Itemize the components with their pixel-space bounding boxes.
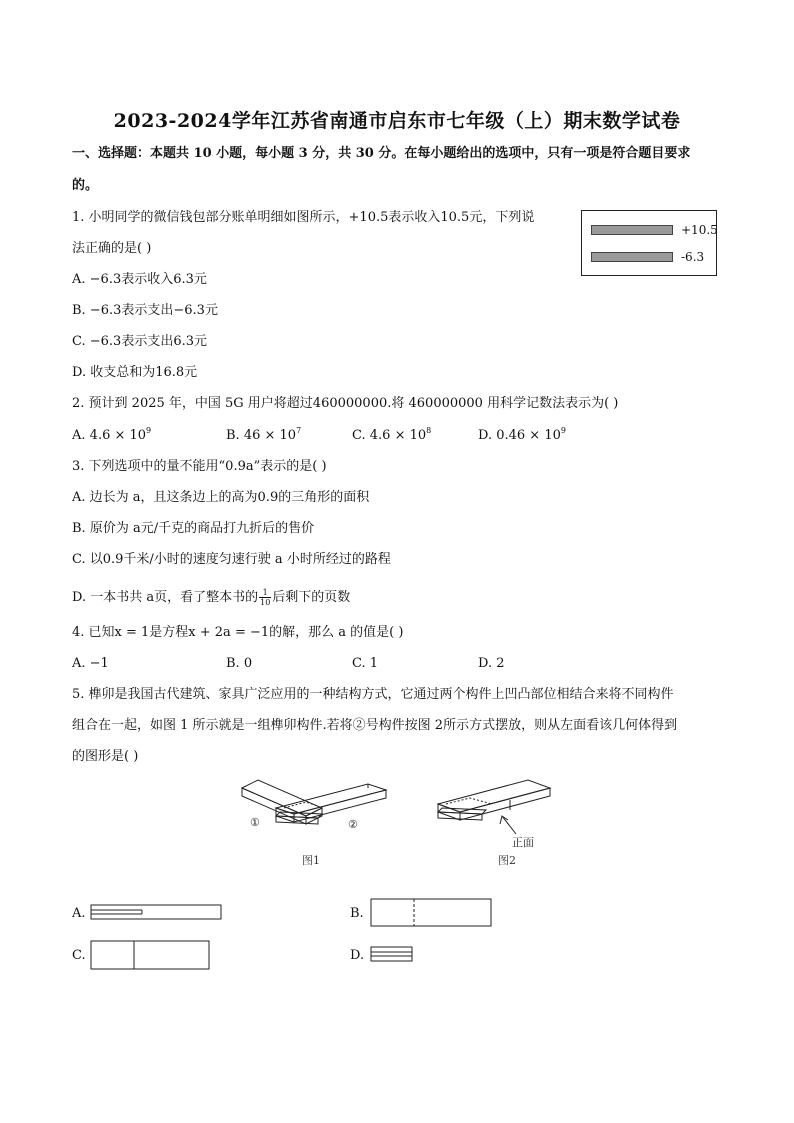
q4-stem: 4. 已知x = 1是方程x + 2a = −1的解，那么 a 的值是( ) xyxy=(72,625,404,640)
q5-option-b-letter: B. xyxy=(350,906,364,921)
q5-stem-line1: 5. 榫卯是我国古代建筑、家具广泛应用的一种结构方式，它通过两个构件上凹凸部位相结合来将不同构件 xyxy=(72,687,674,702)
q2-stem: 2. 预计到 2025 年，中国 5G 用户将超过460000000.将 460000000 用科学记数法表示为( ) xyxy=(72,396,619,411)
q2-option-d: D. $0.46 \times 10^9$ xyxy=(478,426,566,443)
q5-option-d-letter: D. xyxy=(350,948,365,963)
q3-stem: 3. 下列选项中的量不能用“0.9a”表示的是( ) xyxy=(72,459,327,474)
q5-option-a-shape xyxy=(90,904,224,922)
q3-option-b: B. 原价为 a元/千克的商品打九折后的售价 xyxy=(72,521,315,536)
section-heading-line1: 一、选择题：本题共 10 小题，每小题 3 分，共 30 分。在每小题给出的选项中，只有一项是符合题目要求 xyxy=(72,146,691,161)
fig1-caption: 图1 xyxy=(302,854,320,867)
q5-stem-line3: 的图形是( ) xyxy=(72,749,139,764)
q1-stem-line1: 1. 小明同学的微信钱包部分账单明细如图所示，+10.5表示收入10.5元，下列说 xyxy=(72,210,535,225)
fig2-caption: 图2 xyxy=(498,854,516,867)
q5-option-d-shape xyxy=(370,946,416,964)
fig1-mark-1: ① xyxy=(250,816,260,829)
q1-option-d: D. 收支总和为16.8元 xyxy=(72,365,198,380)
q5-option-c-letter: C. xyxy=(72,948,86,963)
q4-option-d: D. 2 xyxy=(478,656,505,671)
exam-title: 2023-2024学年江苏省南通市启东市七年级（上）期末数学试卷 xyxy=(113,110,681,132)
q5-option-b-shape xyxy=(370,898,494,928)
q4-option-b: B. 0 xyxy=(226,656,253,671)
q2-option-b: B. $46 \times 10^7$ xyxy=(226,426,302,443)
fig2-arrow-label: 正面 xyxy=(512,836,534,849)
q1-option-a: A. −6.3表示收入6.3元 xyxy=(72,272,207,287)
q5-option-c-shape xyxy=(90,940,212,972)
q2-option-a: A. $4.6 \times 10^9$ xyxy=(72,426,152,443)
expense-label: -6.3 xyxy=(681,250,705,264)
fraction-one-tenth: $\frac{1}{10}$ xyxy=(260,588,271,607)
q5-option-a-letter: A. xyxy=(72,906,86,921)
q5-figure-1 xyxy=(236,774,396,870)
q1-stem-line2: 法正确的是( ) xyxy=(72,241,152,256)
q5-figure-2 xyxy=(432,774,562,870)
q2-option-c: C. $4.6 \times 10^8$ xyxy=(352,426,432,443)
section-heading-line2: 的。 xyxy=(72,178,99,193)
expense-bar xyxy=(591,252,673,262)
q3-option-d: D. 一本书共 a页，看了整本书的 $\frac{1}{10}$ 后剩下的页数 xyxy=(72,588,351,607)
q5-stem-line2: 组合在一起，如图 1 所示就是一组榫卯构件.若将②号构件按图 2所示方式摆放，则从左面看该几何体得到 xyxy=(72,718,678,733)
q4-option-c: C. 1 xyxy=(352,656,379,671)
q3-option-c: C. 以0.9千米/小时的速度匀速行驶 a 小时所经过的路程 xyxy=(72,552,391,567)
q1-option-b: B. −6.3表示支出−6.3元 xyxy=(72,303,218,318)
income-bar xyxy=(591,225,673,235)
q1-wallet-figure xyxy=(581,210,717,276)
q1-option-c: C. −6.3表示支出6.3元 xyxy=(72,334,207,349)
fig1-mark-2: ② xyxy=(348,818,358,831)
income-label: +10.5 xyxy=(681,223,718,237)
q3-option-a: A. 边长为 a，且这条边上的高为0.9的三角形的面积 xyxy=(72,490,370,505)
q4-option-a: A. −1 xyxy=(72,656,109,671)
